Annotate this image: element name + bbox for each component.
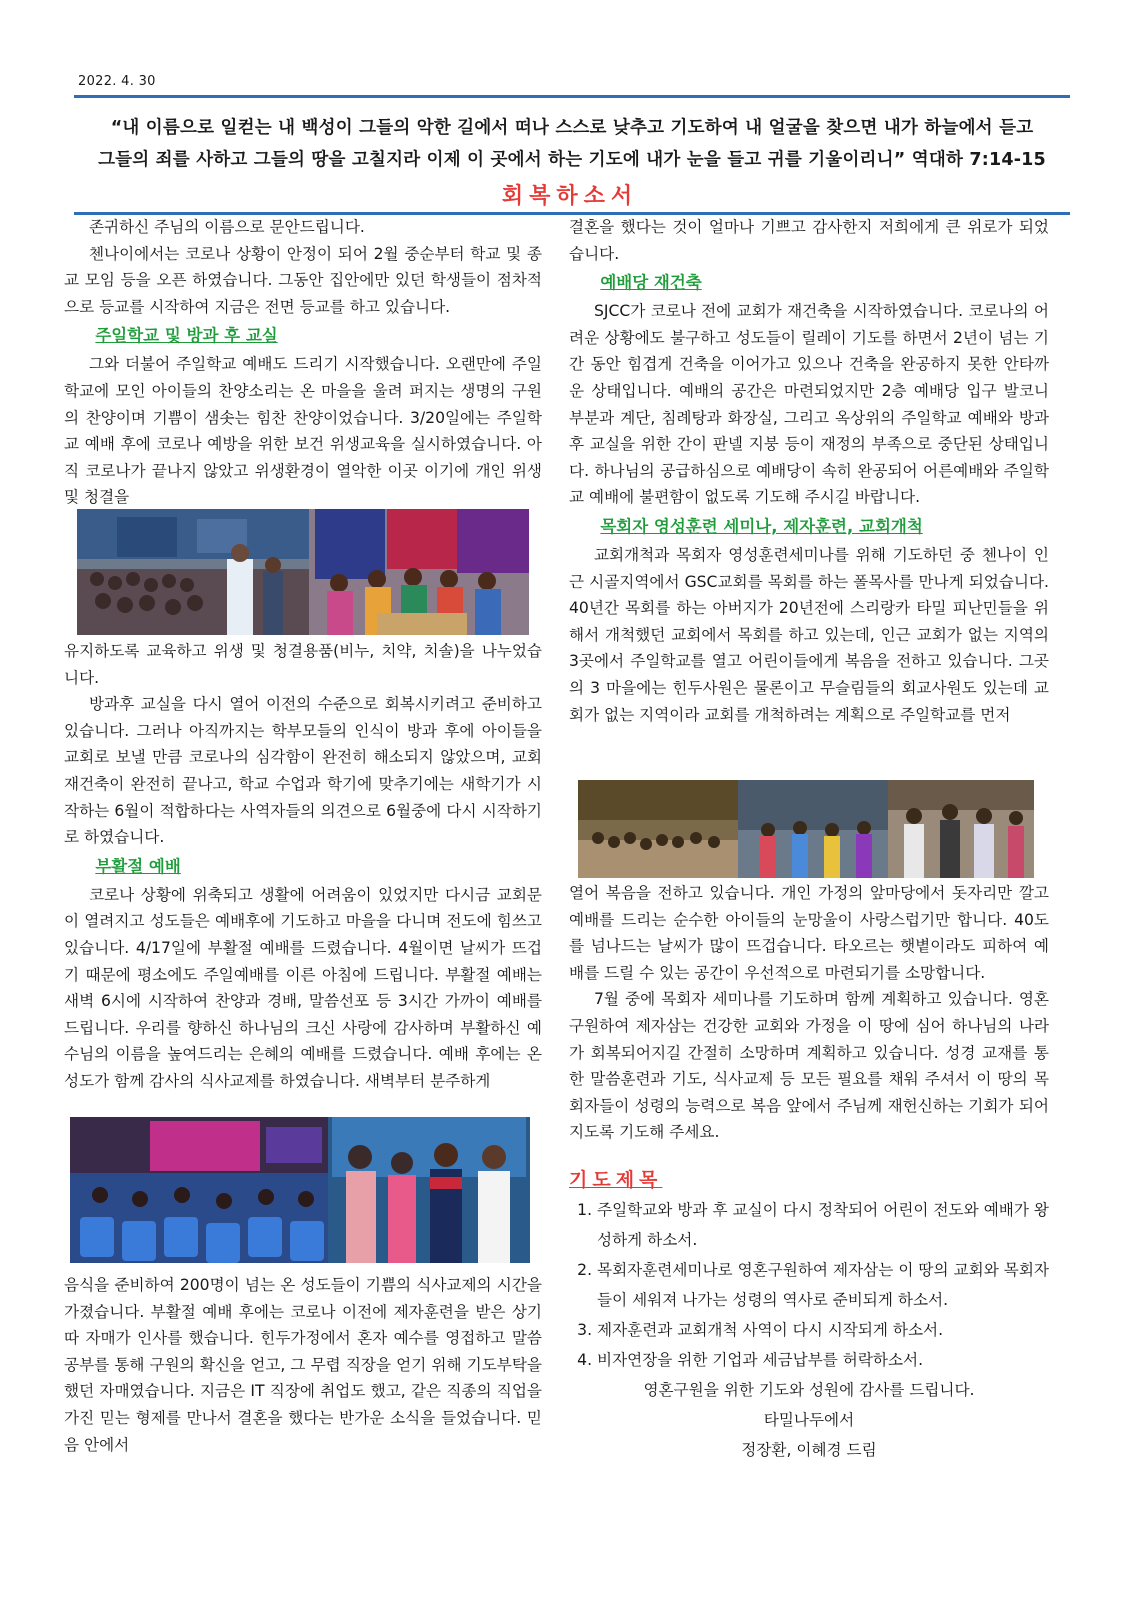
quote-line-1: “내 이름으로 일컫는 내 백성이 그들의 악한 길에서 떠나 스스로 낮추고 기도하여 내 얼굴을 찾으면 내가 하늘에서 듣고 <box>110 118 1034 138</box>
scripture-quote <box>74 112 1070 176</box>
photo-easter-service <box>70 1117 530 1263</box>
july-seminar-paragraph: 7월 중에 목회자 세미나를 기도하며 함께 계획하고 있습니다. 영혼구원하여 제자삼는 건강한 교회와 가정을 이 땅에 심어 하나님의 나라가 회복되어지길 간절히 소망하며 계획하고 있습니다. 성경 교재를 통한 말씀훈련과 기도, 식사교제 등 모든 필요를 채워 주셔서 이 땅의 목회자들이 성령의 능력으로 복음 앞에서 주님께 재헌신하는 기회가 되어지도록 기도해 주세요. <box>569 990 1049 1142</box>
prayer-list <box>569 1195 1049 1375</box>
right-continued-paragraph: 결혼을 했다는 것이 얼마나 기쁘고 감사한지 저희에게 큰 위로가 되었습니다. <box>569 218 1049 263</box>
heading-rebuilding: 예배당 재건축 <box>600 273 702 293</box>
sender-location: 타밀나두에서 <box>763 1411 855 1429</box>
quote-line-2: 그들의 죄를 사하고 그들의 땅을 고칠지라 이제 이 곳에서 하는 기도에 내가 눈을 들고 귀를 기울이리니” 역대하 7:14-15 <box>98 150 1046 170</box>
thanks-line: 영혼구원을 위한 기도와 성원에 감사를 드립니다. <box>643 1381 975 1399</box>
heading-sunday-school: 주일학교 및 방과 후 교실 <box>95 326 278 346</box>
left-column-middle <box>64 638 542 1095</box>
heading-easter: 부활절 예배 <box>95 856 181 876</box>
prayer-item: 3. 제자훈련과 교회개척 사역이 다시 시작되게 하소서. <box>597 1315 1049 1345</box>
prayer-item: 2. 목회자훈련세미나로 영혼구원하여 제자삼는 이 땅의 교회와 목회자들이 세워져 나가는 성령의 역사로 준비되게 하소서. <box>597 1255 1049 1315</box>
right-column-middle <box>569 880 1049 1146</box>
sunday-school-photo-illustration <box>77 509 529 635</box>
seminar-paragraph-continued: 열어 복음을 전하고 있습니다. 개인 가정의 앞마당에서 돗자리만 깔고 예배를 드리는 순수한 아이들의 눈망울이 사랑스럽기만 합니다. 40도를 넘나드는 날씨가 많이 뜨겁습니다. 타오르는 햇볕이라도 피하여 예배를 드릴 수 있는 공간이 우선적으로 마련되기를 소망합니다. <box>569 884 1049 982</box>
intro-paragraph: 첸나이에서는 코로나 상황이 안정이 되어 2월 중순부터 학교 및 종교 모임 등을 오픈 하였습니다. 그동안 집안에만 있던 학생들이 점차적으로 등교를 시작하여 지금은 전면 등교를 하고 있습니다. <box>64 244 542 316</box>
rebuilding-paragraph: SJCC가 코로나 전에 교회가 재건축을 시작하였습니다. 코로나의 어려운 상황에도 불구하고 성도들이 릴레이 기도를 하면서 2년이 넘는 기간 동안 힘겹게 건축을 이어가고 있으나 건축을 완공하지 못한 안타까운 상태입니다. 예배의 공간은 마련되었지만 2층 예배당 입구 발코니 부분과 계단, 침례탕과 화장실, 그리고 옥상위의 주일학교 예배와 방과후 교실을 위한 간이 판넬 지붕 등이 재정의 부족으로 중단된 상태입니다. 하나님의 공급하심으로 예배당이 속히 완공되어 어른예배와 주일학교 예배에 불편함이 없도록 기도해 주시길 바랍니다. <box>569 302 1049 507</box>
seminar-paragraph: 교회개척과 목회자 영성훈련세미나를 위해 기도하던 중 첸나이 인근 시골지역에서 GSC교회를 목회를 하는 폴목사를 만나게 되었습니다. 40년간 목회를 하는 아버지가 20년전에 스리랑카 타밀 피난민들을 위해서 개척했던 교회에서 목회를 하고 있는데, 인근 교회가 없는 지역의 3곳에서 주일학교를 열고 어린이들에게 복음을 전하고 있습니다. 그곳의 3 마을에는 힌두사원은 물론이고 무슬림들의 회교사원도 있는데 교회가 없는 지역이라 교회를 개척하려는 계획으로 주일학교를 먼저 <box>569 545 1049 724</box>
photo-sunday-school <box>77 509 529 635</box>
heading-seminar: 목회자 영성훈련 세미나, 제자훈련, 교회개척 <box>600 516 923 536</box>
prayer-item: 4. 비자연장을 위한 기업과 세금납부를 허락하소서. <box>597 1345 1049 1375</box>
village-photo-illustration <box>578 780 1034 878</box>
left-column-bottom <box>64 1272 542 1458</box>
prayer-item: 1. 주일학교와 방과 후 교실이 다시 정착되어 어린이 전도와 예배가 왕성하게 하소서. <box>597 1195 1049 1255</box>
sunday-school-paragraph: 그와 더불어 주일학교 예배도 드리기 시작했습니다. 오랜만에 주일학교에 모인 아이들의 찬양소리는 온 마을을 울려 퍼지는 생명의 구원의 찬양이며 기쁨이 샘솟는 힘찬 찬양이었습니다. 3/20일에는 주일학교 예배 후에 코로나 예방을 위한 보건 위생교육을 실시하였습니다. 아직 코로나가 끝나지 않았고 위생환경이 열악한 이곳 이기에 개인 위생 및 청결을 <box>64 355 542 507</box>
top-divider <box>74 95 1070 98</box>
right-column-top <box>569 214 1049 728</box>
after-school-paragraph: 방과후 교실을 다시 열어 이전의 수준으로 회복시키려고 준비하고 있습니다. 그러나 아직까지는 학부모들의 인식이 방과 후에 아이들을 교회로 보낼 만큼 코로나의 심각함이 완전히 해소되지 않았으며, 교회 재건축이 완전히 끝나고, 학교 수업과 학기에 맞추기에는 새학기가 시작하는 6월이 적합하다는 사역자들의 의견으로 6월중에 다시 시작하기로 하였습니다. <box>64 695 542 847</box>
easter-paragraph-continued: 음식을 준비하여 200명이 넘는 온 성도들이 기쁨의 식사교제의 시간을 가졌습니다. 부활절 예배 후에는 코로나 이전에 제자훈련을 받은 상기따 자매가 인사를 했습니다. 힌두가정에서 혼자 예수를 영접하고 말씀 공부를 통해 구원의 확신을 얻고, 그 무렵 직장을 얻기 위해 기도부탁을 했던 자매였습니다. 지금은 IT 직장에 취업도 했고, 같은 직종의 직업을 가진 믿는 형제를 만나서 결혼을 했다는 반가운 소식을 들었습니다. 믿음 안에서 <box>64 1276 542 1454</box>
newsletter-date: 2022. 4. 30 <box>78 74 156 89</box>
easter-paragraph: 코로나 상황에 위축되고 생활에 어려움이 있었지만 다시금 교회문이 열려지고 성도들은 예배후에 기도하고 마을을 다니며 전도에 힘쓰고 있습니다. 4/17일에 부활절 예배를 드렸습니다. 4월이면 날씨가 뜨겁기 때문에 평소에도 주일예배를 이른 아침에 드립니다. 부활절 예배는 새벽 6시에 시작하여 찬양과 경배, 말씀선포 등 3시간 가까이 예배를 드립니다. 우리를 향하신 하나님의 크신 사랑에 감사하며 부활하신 예수님의 이름을 높여드리는 은혜의 예배를 드렸습니다. 예배 후에는 온 성도가 함께 감사의 식사교제를 하였습니다. 새벽부터 분주하게 <box>64 885 542 1090</box>
easter-photo-illustration <box>70 1117 530 1263</box>
newsletter-title: 회복하소서 <box>501 184 639 209</box>
signature: 정장환, 이혜경 드림 <box>741 1441 877 1459</box>
greeting: 존귀하신 주님의 이름으로 문안드립니다. <box>88 218 365 236</box>
sunday-school-paragraph-continued: 유지하도록 교육하고 위생 및 청결용품(비누, 치약, 치솔)을 나누었습니다. <box>64 642 542 687</box>
left-column-top <box>64 214 542 511</box>
photo-village-ministry <box>578 780 1034 878</box>
prayer-title: 기도제목 <box>569 1169 663 1191</box>
prayer-section <box>569 1165 1049 1465</box>
